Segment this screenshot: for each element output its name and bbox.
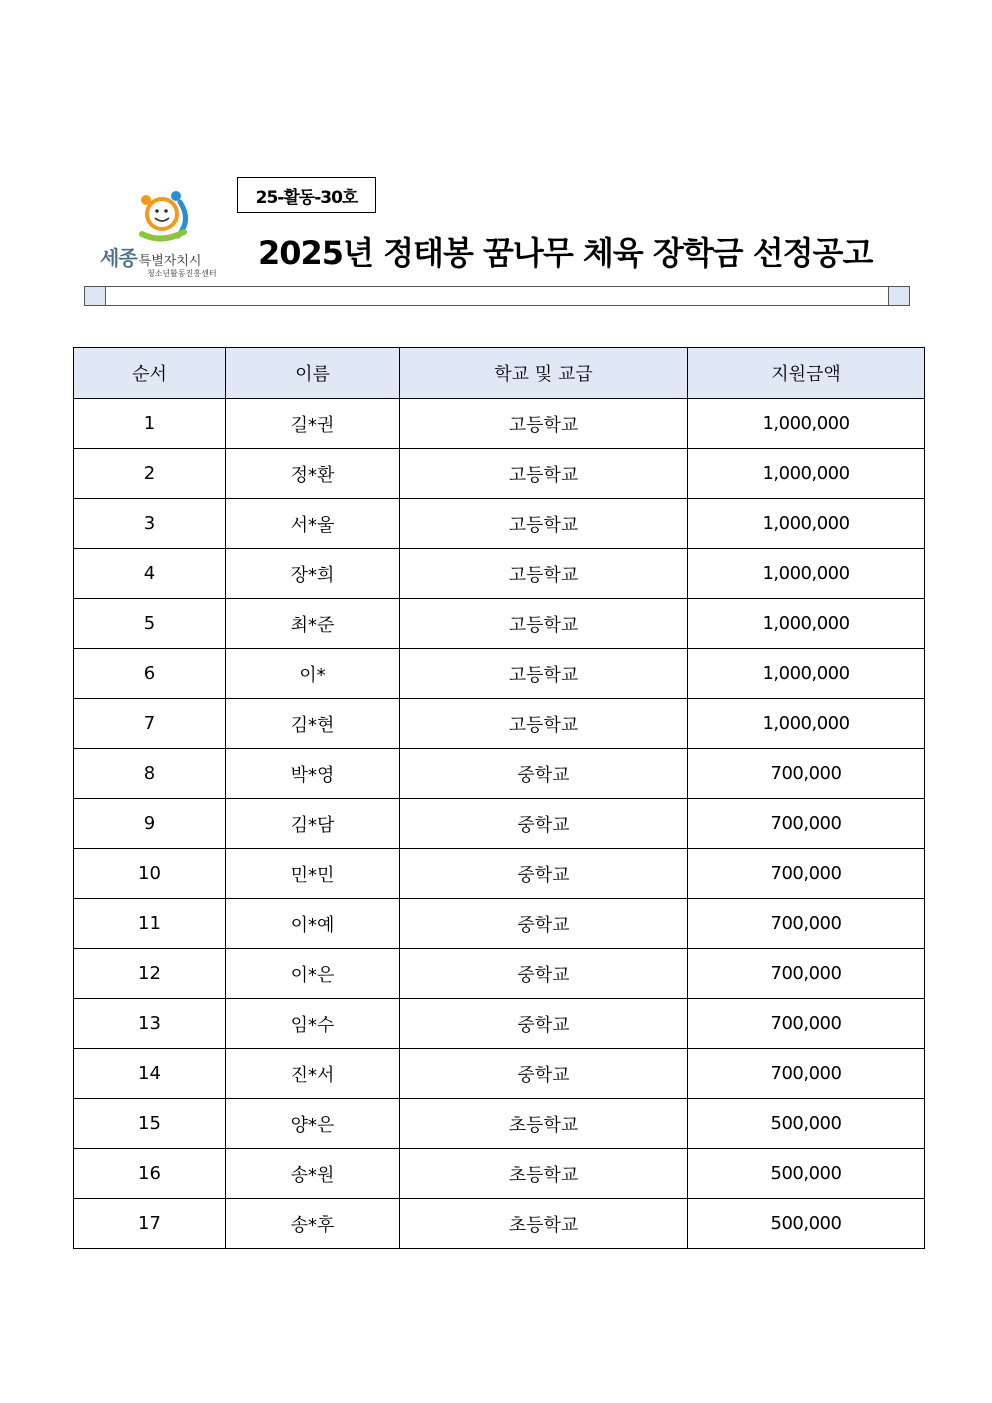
- cell-order: 9: [74, 799, 226, 849]
- cell-amount: 1,000,000: [688, 549, 925, 599]
- cell-name: 정*환: [226, 449, 400, 499]
- cell-name: 최*준: [226, 599, 400, 649]
- title-bar-left-cap: [85, 287, 106, 305]
- cell-school: 초등학교: [400, 1149, 688, 1199]
- cell-school: 초등학교: [400, 1199, 688, 1249]
- column-header-order: 순서: [74, 348, 226, 399]
- cell-amount: 500,000: [688, 1099, 925, 1149]
- cell-school: 고등학교: [400, 399, 688, 449]
- cell-school: 중학교: [400, 749, 688, 799]
- cell-amount: 500,000: [688, 1199, 925, 1249]
- cell-school: 고등학교: [400, 549, 688, 599]
- cell-order: 1: [74, 399, 226, 449]
- cell-school: 중학교: [400, 899, 688, 949]
- cell-order: 10: [74, 849, 226, 899]
- cell-order: 15: [74, 1099, 226, 1149]
- table-row: [74, 499, 925, 549]
- table-row: [74, 1049, 925, 1099]
- cell-amount: 500,000: [688, 1149, 925, 1199]
- cell-school: 고등학교: [400, 649, 688, 699]
- cell-school: 중학교: [400, 799, 688, 849]
- table-row: [74, 749, 925, 799]
- table-row: [74, 699, 925, 749]
- cell-school: 고등학교: [400, 449, 688, 499]
- cell-order: 5: [74, 599, 226, 649]
- cell-amount: 1,000,000: [688, 599, 925, 649]
- page-title: 2025년 정태봉 꿈나무 체육 장학금 선정공고: [258, 234, 873, 272]
- cell-amount: 1,000,000: [688, 399, 925, 449]
- cell-name: 서*울: [226, 499, 400, 549]
- cell-order: 14: [74, 1049, 226, 1099]
- cell-name: 길*권: [226, 399, 400, 449]
- cell-name: 송*원: [226, 1149, 400, 1199]
- table-row: [74, 999, 925, 1049]
- table-body: [74, 399, 925, 1249]
- cell-amount: 700,000: [688, 799, 925, 849]
- cell-name: 임*수: [226, 999, 400, 1049]
- cell-name: 민*민: [226, 849, 400, 899]
- table-row: [74, 399, 925, 449]
- scholarship-table: [73, 347, 925, 1249]
- cell-name: 장*희: [226, 549, 400, 599]
- cell-order: 12: [74, 949, 226, 999]
- logo-name-region: 특별자치시: [138, 254, 202, 269]
- cell-amount: 1,000,000: [688, 449, 925, 499]
- cell-amount: 700,000: [688, 899, 925, 949]
- table-row: [74, 599, 925, 649]
- table-row: [74, 549, 925, 599]
- cell-order: 8: [74, 749, 226, 799]
- table-row: [74, 849, 925, 899]
- cell-order: 13: [74, 999, 226, 1049]
- logo-center-name: 청소년활동진흥센터: [147, 269, 217, 278]
- cell-amount: 700,000: [688, 849, 925, 899]
- cell-amount: 1,000,000: [688, 499, 925, 549]
- logo-name-main: 세종: [100, 246, 137, 270]
- cell-amount: 1,000,000: [688, 699, 925, 749]
- cell-school: 중학교: [400, 1049, 688, 1099]
- cell-name: 김*담: [226, 799, 400, 849]
- cell-school: 고등학교: [400, 699, 688, 749]
- cell-order: 16: [74, 1149, 226, 1199]
- cell-name: 진*서: [226, 1049, 400, 1099]
- table-header-row: [74, 348, 925, 399]
- cell-name: 양*은: [226, 1099, 400, 1149]
- column-header-name: 이름: [226, 348, 400, 399]
- cell-order: 17: [74, 1199, 226, 1249]
- cell-order: 3: [74, 499, 226, 549]
- table-row: [74, 1149, 925, 1199]
- cell-name: 송*후: [226, 1199, 400, 1249]
- cell-name: 이*예: [226, 899, 400, 949]
- table-row: [74, 899, 925, 949]
- cell-school: 중학교: [400, 999, 688, 1049]
- cell-order: 7: [74, 699, 226, 749]
- cell-amount: 700,000: [688, 949, 925, 999]
- title-underline-bar: [84, 286, 910, 306]
- sejong-emblem-icon: [132, 190, 194, 246]
- cell-amount: 700,000: [688, 1049, 925, 1099]
- cell-school: 중학교: [400, 849, 688, 899]
- cell-order: 11: [74, 899, 226, 949]
- title-bar-right-cap: [888, 287, 909, 305]
- logo-name: [100, 242, 201, 271]
- cell-school: 고등학교: [400, 599, 688, 649]
- cell-school: 초등학교: [400, 1099, 688, 1149]
- table-row: [74, 649, 925, 699]
- cell-order: 2: [74, 449, 226, 499]
- column-header-amount: 지원금액: [688, 348, 925, 399]
- cell-amount: 700,000: [688, 999, 925, 1049]
- table-row: [74, 949, 925, 999]
- cell-amount: 700,000: [688, 749, 925, 799]
- table-row: [74, 1099, 925, 1149]
- document-number: 25-활동-30호: [237, 177, 376, 213]
- cell-school: 중학교: [400, 949, 688, 999]
- sejong-logo: [100, 190, 225, 282]
- cell-order: 6: [74, 649, 226, 699]
- cell-name: 이*은: [226, 949, 400, 999]
- table-row: [74, 799, 925, 849]
- cell-school: 고등학교: [400, 499, 688, 549]
- cell-name: 김*현: [226, 699, 400, 749]
- table-row: [74, 1199, 925, 1249]
- cell-order: 4: [74, 549, 226, 599]
- cell-amount: 1,000,000: [688, 649, 925, 699]
- column-header-school: 학교 및 교급: [400, 348, 688, 399]
- table-row: [74, 449, 925, 499]
- cell-name: 박*영: [226, 749, 400, 799]
- cell-name: 이*: [226, 649, 400, 699]
